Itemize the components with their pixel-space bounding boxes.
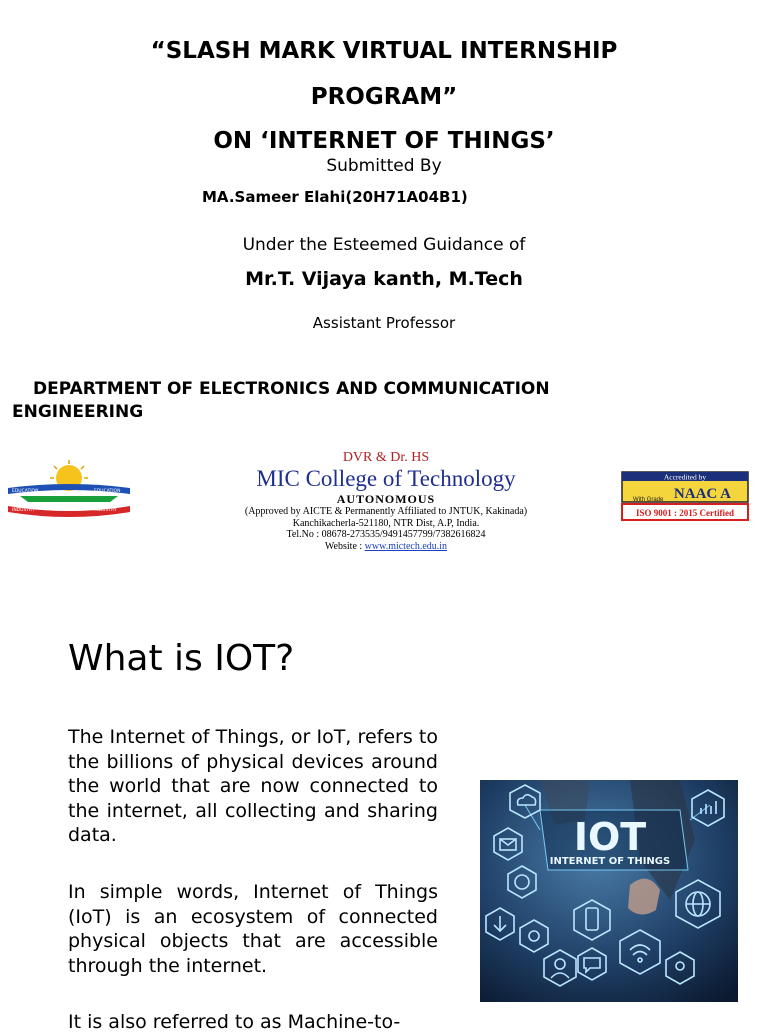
college-website-link[interactable]: www.mictech.edu.in — [364, 540, 448, 552]
college-website-label: Website : — [324, 540, 365, 552]
college-emblem-logo — [6, 458, 132, 528]
hand-shape — [628, 879, 660, 915]
naac-name-text: NAAC A — [673, 486, 731, 502]
paragraph-m2m: It is also referred to as Machine-to- — [68, 1011, 401, 1033]
naac-grade-text: With Grade — [633, 497, 664, 503]
logo-word-industry-right: INDUSTRY — [94, 508, 117, 513]
college-sponsor: DVR & Dr. HS — [342, 450, 430, 465]
slide-heading: What is IOT? — [68, 638, 295, 679]
naac-accredited-text: Accredited by — [663, 472, 707, 482]
college-phone: Tel.No : 08678-273535/9491457799/7382616824 — [286, 529, 486, 540]
title-line-1: “SLASH MARK VIRTUAL INTERNSHIP — [150, 38, 618, 64]
guide-role: Assistant Professor — [312, 314, 456, 332]
title-line-3: ON ‘INTERNET OF THINGS’ — [213, 128, 555, 154]
title-line-2: PROGRAM” — [310, 84, 458, 110]
college-header — [190, 450, 582, 554]
logo-word-industry-left: INDUSTRY — [12, 508, 35, 513]
department-line-1: DEPARTMENT OF ELECTRONICS AND COMMUNICATION — [33, 379, 550, 399]
logo-word-education-right: EDUCATION — [94, 489, 121, 494]
department-line-2: ENGINEERING — [12, 402, 144, 422]
submitted-by-label: Submitted By — [326, 156, 442, 176]
iot-image-subtitle: INTERNET OF THINGS — [549, 856, 671, 867]
college-name: MIC College of Technology — [256, 466, 516, 491]
iso-certified-text: ISO 9001 : 2015 Certified — [636, 508, 734, 518]
college-address: Kanchikacherla-521180, NTR Dist, A.P, India. — [292, 517, 480, 529]
college-website-row — [190, 541, 582, 553]
student-name: MA.Sameer Elahi(20H71A04B1) — [202, 188, 468, 206]
paragraph-simple-words: In simple words, Internet of Things (IoT) is an ecosystem of connected physical objects that are accessible through the internet. — [68, 881, 438, 977]
college-autonomous: AUTONOMOUS — [336, 492, 436, 506]
naac-accreditation-badge — [621, 471, 749, 523]
paragraph-definition: The Internet of Things, or IoT, refers to the billions of physical devices around the world that are now connected to the internet, all collecting and sharing data. — [68, 726, 438, 846]
iot-image-title: IOT — [573, 815, 647, 859]
iot-illustration — [480, 780, 738, 1002]
college-approval: (Approved by AICTE & Permanently Affiliated to JNTUK, Kakinada) — [244, 506, 528, 517]
logo-word-education-left: EDUCATION — [12, 489, 39, 494]
guidance-label: Under the Esteemed Guidance of — [242, 235, 526, 255]
guide-name: Mr.T. Vijaya kanth, M.Tech — [245, 268, 523, 290]
